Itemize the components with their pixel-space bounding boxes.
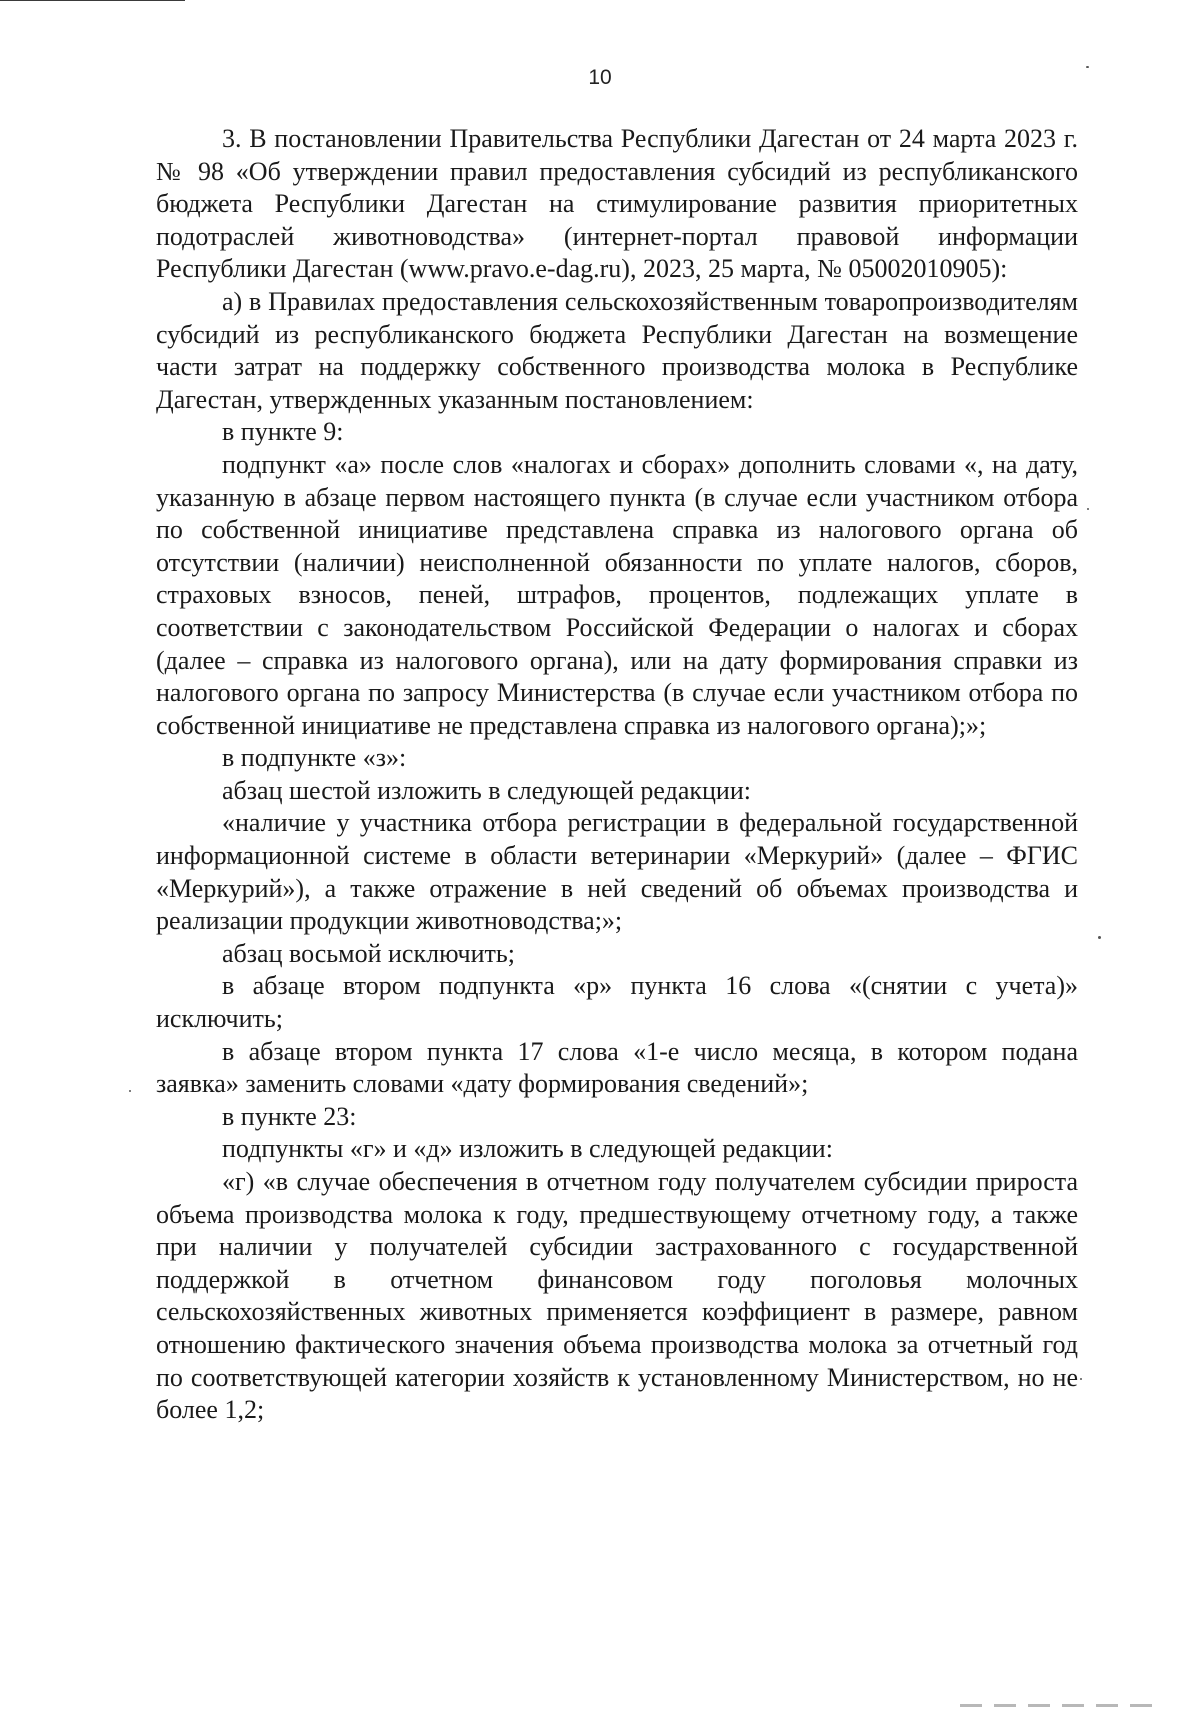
- paragraph-sixth-abzac: абзац шестой изложить в следующей редакции:: [222, 775, 751, 805]
- paragraph-subpoint-g-text: «г) «в случае обеспечения в отчетном году получателем субсидии прироста объема производства молока к году, предшествующему отчетному году, а также при наличии у получателей субсидии застрахованного с государственной поддержкой в отчетном финансовом году поголовья молочных сельскохозяйственных животных применяется коэффициент в размере, равном отношению фактического значения объема производства молока за отчетный год по соответствующей категории хозяйств к установленному Министерством, но не более 1,2;: [156, 1167, 1078, 1425]
- scan-speck: [1087, 508, 1089, 510]
- paragraph-mercury-registration: «наличие у участника отбора регистрации в федеральной государственной информационной системе в области ветеринарии «Меркурий» (далее – ФГИС «Меркурий»), а также отражение в ней сведений об объемах производства и реализации продукции животноводства;»;: [156, 808, 1078, 936]
- document-body: [156, 123, 1078, 1427]
- paragraph-subitem-a: а) в Правилах предоставления сельскохозяйственным товаропроизводителям субсидий из республиканского бюджета Республики Дагестан на возмещение части затрат на поддержку собственного производства молока в Республике Дагестан, утвержденных указанным постановлением:: [156, 286, 1078, 414]
- top-edge-line: [0, 0, 185, 1]
- scan-speck: [129, 1090, 131, 1092]
- scan-speck: [1098, 936, 1101, 939]
- paragraph-point-23: в пункте 23:: [222, 1101, 357, 1131]
- paragraph-point-17: в абзаце втором пункта 17 слова «1-е число месяца, в котором подана заявка» заменить словами «дату формирования сведений»;: [156, 1036, 1078, 1099]
- paragraph-subpoints-g-d: подпункты «г» и «д» изложить в следующей редакции:: [222, 1134, 833, 1164]
- page-number: 10: [588, 66, 612, 89]
- paragraph-subpoint-a-amendment: подпункт «а» после слов «налогах и сборах» дополнить словами «, на дату, указанную в абзаце первом настоящего пункта (в случае если участником отбора по собственной инициативе представлена справка из налогового органа об отсутствии (наличии) неисполненной обязанности по уплате налогов, сборов, страховых взносов, пеней, штрафов, процентов, подлежащих уплате в соответствии с законодательством Российской Федерации о налогах и сборах (далее – справка из налогового органа), или на дату формирования справки из налогового органа по запросу Министерства (в случае если участником отбора по собственной инициативе не представлена справка из налогового органа);»;: [156, 449, 1078, 740]
- paragraph-eighth-abzac-exclude: абзац восьмой исключить;: [222, 938, 515, 968]
- scan-speck: [1080, 1378, 1082, 1380]
- scan-speck: [1086, 66, 1089, 68]
- paragraph-point-9: в пункте 9:: [222, 417, 344, 447]
- scan-bottom-marks: [960, 1704, 1160, 1707]
- paragraph-point-16: в абзаце втором подпункта «р» пункта 16 слова «(снятии с учета)» исключить;: [156, 971, 1078, 1034]
- paragraph-subpoint-z: в подпункте «з»:: [222, 743, 407, 773]
- paragraph-resolution-intro: 3. В постановлении Правительства Республики Дагестан от 24 марта 2023 г. № 98 «Об утверждении правил предоставления субсидий из республиканского бюджета Республики Дагестан на стимулирование развития приоритетных подотраслей животноводства» (интернет-портал правовой информации Республики Дагестан (www.pravo.e-dag.ru), 2023, 25 марта, № 05002010905):: [156, 124, 1078, 284]
